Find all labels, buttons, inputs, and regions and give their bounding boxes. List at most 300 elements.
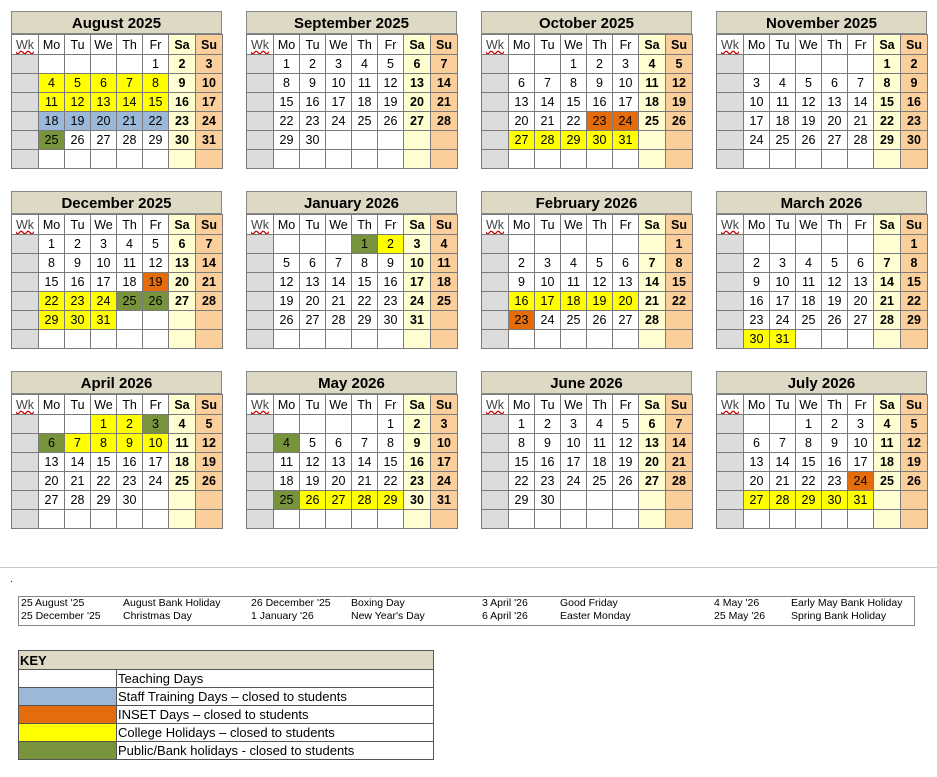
week-row [482, 93, 693, 112]
week-number-cell [482, 273, 509, 292]
divider [0, 567, 937, 568]
empty-day-cell [378, 150, 404, 169]
empty-day-cell [744, 235, 770, 254]
week-row [12, 150, 223, 169]
key-label-college: College Holidays – closed to students [117, 724, 434, 742]
day-cell: 18 [874, 453, 901, 472]
day-cell: 11 [561, 273, 587, 292]
day-cell: 23 [535, 472, 561, 491]
day-header: Su [431, 215, 458, 235]
week-number-cell [12, 254, 39, 273]
day-cell: 31 [404, 311, 431, 330]
day-cell: 23 [378, 292, 404, 311]
day-header: Su [196, 215, 223, 235]
day-cell: 21 [639, 292, 666, 311]
day-cell: 19 [300, 472, 326, 491]
day-cell: 16 [404, 453, 431, 472]
empty-day-cell [431, 510, 458, 529]
day-cell: 14 [326, 273, 352, 292]
day-cell: 7 [666, 415, 693, 434]
day-cell: 8 [378, 434, 404, 453]
day-cell: 16 [744, 292, 770, 311]
day-cell: 27 [848, 311, 874, 330]
day-cell: 16 [169, 93, 196, 112]
day-cell: 31 [196, 131, 223, 150]
day-cell: 24 [848, 472, 874, 491]
day-header: Th [117, 35, 143, 55]
day-cell: 3 [404, 235, 431, 254]
day-cell: 4 [796, 254, 822, 273]
day-cell: 9 [901, 74, 928, 93]
week-number-cell [247, 112, 274, 131]
day-cell: 18 [39, 112, 65, 131]
day-header: Sa [874, 215, 901, 235]
empty-day-cell [587, 150, 613, 169]
day-header: Tu [770, 215, 796, 235]
empty-day-cell [431, 311, 458, 330]
day-cell: 8 [91, 434, 117, 453]
day-header: We [326, 215, 352, 235]
week-row [247, 150, 458, 169]
day-cell: 25 [639, 112, 666, 131]
day-cell: 10 [143, 434, 169, 453]
week-number-cell [717, 311, 744, 330]
day-cell: 25 [874, 472, 901, 491]
day-header: Th [352, 395, 378, 415]
day-cell: 4 [274, 434, 300, 453]
empty-day-cell [744, 510, 770, 529]
week-row [482, 510, 693, 529]
day-cell: 20 [613, 292, 639, 311]
day-header: Sa [874, 395, 901, 415]
day-cell: 14 [770, 453, 796, 472]
empty-day-cell [143, 330, 169, 349]
day-cell: 29 [91, 491, 117, 510]
empty-day-cell [509, 510, 535, 529]
day-header: Mo [274, 35, 300, 55]
day-cell: 12 [143, 254, 169, 273]
day-header: Tu [535, 35, 561, 55]
week-row [12, 235, 223, 254]
day-header: Mo [744, 35, 770, 55]
week-row [12, 254, 223, 273]
empty-day-cell [822, 150, 848, 169]
day-cell: 20 [91, 112, 117, 131]
day-cell: 5 [274, 254, 300, 273]
day-header: Tu [300, 395, 326, 415]
day-cell: 12 [666, 74, 693, 93]
key-row-inset [19, 706, 434, 724]
day-cell: 30 [587, 131, 613, 150]
day-cell: 1 [274, 55, 300, 74]
day-cell: 17 [143, 453, 169, 472]
day-cell: 19 [274, 292, 300, 311]
day-cell: 1 [91, 415, 117, 434]
week-header: Wk [247, 35, 274, 55]
day-cell: 2 [300, 55, 326, 74]
day-cell: 26 [378, 112, 404, 131]
day-cell: 6 [300, 254, 326, 273]
week-header: Wk [482, 35, 509, 55]
week-number-cell [482, 150, 509, 169]
day-cell: 18 [770, 112, 796, 131]
week-row [717, 472, 928, 491]
day-cell: 28 [535, 131, 561, 150]
day-cell: 20 [639, 453, 666, 472]
day-cell: 16 [535, 453, 561, 472]
day-cell: 19 [196, 453, 223, 472]
day-cell: 22 [274, 112, 300, 131]
day-cell: 4 [39, 74, 65, 93]
empty-day-cell [613, 330, 639, 349]
week-number-cell [717, 330, 744, 349]
day-cell: 29 [561, 131, 587, 150]
empty-day-cell [91, 510, 117, 529]
day-cell: 6 [744, 434, 770, 453]
day-header: Sa [169, 215, 196, 235]
day-cell: 21 [352, 472, 378, 491]
day-cell: 13 [509, 93, 535, 112]
week-header: Wk [717, 35, 744, 55]
day-header: Fr [848, 215, 874, 235]
day-cell: 4 [587, 415, 613, 434]
day-cell: 7 [874, 254, 901, 273]
empty-day-cell [65, 330, 91, 349]
day-header: Mo [509, 395, 535, 415]
week-number-cell [12, 131, 39, 150]
week-row [247, 74, 458, 93]
day-cell: 23 [117, 472, 143, 491]
day-cell: 30 [822, 491, 848, 510]
empty-day-cell [404, 131, 431, 150]
day-cell: 25 [587, 472, 613, 491]
day-cell: 11 [169, 434, 196, 453]
day-cell: 31 [431, 491, 458, 510]
day-cell: 25 [796, 311, 822, 330]
week-number-cell [12, 472, 39, 491]
week-number-cell [482, 131, 509, 150]
bank-holiday-name: Christmas Day [123, 610, 192, 622]
day-cell: 8 [561, 74, 587, 93]
day-cell: 18 [431, 273, 458, 292]
week-number-cell [482, 491, 509, 510]
day-cell: 19 [587, 292, 613, 311]
week-number-cell [12, 235, 39, 254]
month-calendar [716, 371, 927, 529]
week-row [12, 415, 223, 434]
day-header: Th [587, 395, 613, 415]
week-number-cell [482, 55, 509, 74]
day-cell: 23 [822, 472, 848, 491]
week-row [717, 112, 928, 131]
week-number-cell [717, 292, 744, 311]
week-row [482, 491, 693, 510]
day-cell: 3 [848, 415, 874, 434]
empty-day-cell [117, 510, 143, 529]
week-number-cell [717, 510, 744, 529]
week-row [482, 292, 693, 311]
empty-day-cell [378, 330, 404, 349]
day-cell: 16 [378, 273, 404, 292]
week-row [12, 311, 223, 330]
day-cell: 18 [117, 273, 143, 292]
day-cell: 21 [117, 112, 143, 131]
day-header: Tu [535, 215, 561, 235]
month-title: February 2026 [481, 191, 692, 214]
week-row [482, 273, 693, 292]
day-cell: 17 [744, 112, 770, 131]
day-cell: 10 [770, 273, 796, 292]
empty-day-cell [874, 491, 901, 510]
day-cell: 24 [535, 311, 561, 330]
day-cell: 26 [796, 131, 822, 150]
empty-day-cell [561, 330, 587, 349]
empty-day-cell [431, 131, 458, 150]
day-cell: 5 [666, 55, 693, 74]
day-cell: 13 [404, 74, 431, 93]
day-cell: 8 [874, 74, 901, 93]
day-cell: 8 [39, 254, 65, 273]
day-header: Mo [509, 35, 535, 55]
day-cell: 20 [509, 112, 535, 131]
day-cell: 28 [352, 491, 378, 510]
week-row [247, 510, 458, 529]
empty-day-cell [117, 330, 143, 349]
day-header: Mo [744, 395, 770, 415]
week-row [247, 330, 458, 349]
day-cell: 17 [326, 93, 352, 112]
empty-day-cell [744, 415, 770, 434]
day-header: Sa [639, 395, 666, 415]
week-number-cell [247, 292, 274, 311]
week-number-cell [247, 235, 274, 254]
week-header: Wk [247, 215, 274, 235]
empty-day-cell [404, 150, 431, 169]
week-number-cell [482, 330, 509, 349]
bank-holiday-date: 4 May '26 [714, 597, 760, 609]
day-cell: 20 [326, 472, 352, 491]
week-row [247, 434, 458, 453]
week-number-cell [482, 112, 509, 131]
day-cell: 8 [901, 254, 928, 273]
empty-day-cell [561, 150, 587, 169]
week-number-cell [482, 472, 509, 491]
day-cell: 9 [378, 254, 404, 273]
day-cell: 26 [822, 311, 848, 330]
week-number-cell [12, 112, 39, 131]
day-cell: 27 [326, 491, 352, 510]
week-row [482, 330, 693, 349]
day-cell: 2 [901, 55, 928, 74]
week-number-cell [482, 453, 509, 472]
day-cell: 5 [822, 254, 848, 273]
empty-day-cell [274, 235, 300, 254]
day-header: Tu [300, 215, 326, 235]
day-cell: 7 [770, 434, 796, 453]
empty-day-cell [326, 131, 352, 150]
day-cell: 1 [874, 55, 901, 74]
day-cell: 10 [744, 93, 770, 112]
day-cell: 24 [91, 292, 117, 311]
day-header: Th [117, 215, 143, 235]
week-row [12, 74, 223, 93]
empty-day-cell [39, 55, 65, 74]
empty-day-cell [431, 150, 458, 169]
empty-day-cell [822, 235, 848, 254]
empty-day-cell [326, 330, 352, 349]
day-cell: 27 [639, 472, 666, 491]
empty-day-cell [196, 491, 223, 510]
day-header: Sa [639, 35, 666, 55]
day-cell: 15 [509, 453, 535, 472]
day-header: Fr [143, 35, 169, 55]
day-cell: 21 [431, 93, 458, 112]
empty-day-cell [274, 415, 300, 434]
week-number-cell [247, 93, 274, 112]
week-number-cell [12, 434, 39, 453]
empty-day-cell [587, 235, 613, 254]
day-cell: 4 [117, 235, 143, 254]
day-header: Sa [404, 215, 431, 235]
day-cell: 1 [561, 55, 587, 74]
day-cell: 28 [431, 112, 458, 131]
day-header: Mo [744, 215, 770, 235]
day-cell: 27 [39, 491, 65, 510]
key-title: KEY [19, 651, 434, 670]
day-cell: 8 [509, 434, 535, 453]
empty-day-cell [613, 491, 639, 510]
day-cell: 20 [404, 93, 431, 112]
day-header: We [326, 35, 352, 55]
day-cell: 2 [378, 235, 404, 254]
day-cell: 12 [196, 434, 223, 453]
day-cell: 10 [326, 74, 352, 93]
week-row [482, 415, 693, 434]
empty-day-cell [65, 55, 91, 74]
day-cell: 14 [65, 453, 91, 472]
key-label-bank: Public/Bank holidays - closed to students [117, 742, 434, 760]
day-cell: 2 [169, 55, 196, 74]
week-row [12, 330, 223, 349]
day-header: Fr [848, 395, 874, 415]
empty-day-cell [639, 150, 666, 169]
day-cell: 13 [326, 453, 352, 472]
day-cell: 22 [143, 112, 169, 131]
day-cell: 30 [378, 311, 404, 330]
day-header: Tu [65, 395, 91, 415]
day-cell: 4 [352, 55, 378, 74]
day-cell: 17 [770, 292, 796, 311]
day-header: Fr [378, 395, 404, 415]
day-header: Mo [39, 395, 65, 415]
empty-day-cell [91, 330, 117, 349]
day-cell: 23 [169, 112, 196, 131]
day-cell: 9 [587, 74, 613, 93]
day-cell: 31 [91, 311, 117, 330]
day-header: Sa [404, 395, 431, 415]
key-swatch-bank [19, 742, 117, 760]
day-cell: 28 [117, 131, 143, 150]
week-header: Wk [482, 395, 509, 415]
day-cell: 20 [744, 472, 770, 491]
day-cell: 21 [196, 273, 223, 292]
empty-day-cell [300, 330, 326, 349]
day-cell: 9 [509, 273, 535, 292]
key-row-staff [19, 688, 434, 706]
week-row [717, 415, 928, 434]
week-number-cell [717, 93, 744, 112]
bank-holiday-name: Spring Bank Holiday [791, 610, 887, 622]
day-cell: 6 [613, 254, 639, 273]
day-cell: 25 [39, 131, 65, 150]
week-number-cell [717, 74, 744, 93]
week-number-cell [247, 150, 274, 169]
empty-day-cell [509, 55, 535, 74]
day-cell: 3 [561, 415, 587, 434]
day-header: Sa [169, 395, 196, 415]
day-cell: 7 [196, 235, 223, 254]
week-row [717, 131, 928, 150]
week-number-cell [482, 510, 509, 529]
day-header: Mo [274, 395, 300, 415]
day-cell: 18 [169, 453, 196, 472]
week-row [247, 55, 458, 74]
month-title: August 2025 [11, 11, 222, 34]
week-row [247, 415, 458, 434]
day-cell: 13 [91, 93, 117, 112]
day-cell: 19 [143, 273, 169, 292]
day-cell: 15 [39, 273, 65, 292]
week-row [247, 491, 458, 510]
bank-holiday-date: 25 May '26 [714, 610, 766, 622]
month-title: June 2026 [481, 371, 692, 394]
day-cell: 28 [65, 491, 91, 510]
day-cell: 25 [431, 292, 458, 311]
day-cell: 14 [431, 74, 458, 93]
week-number-cell [717, 491, 744, 510]
week-row [717, 330, 928, 349]
day-cell: 15 [901, 273, 928, 292]
month-calendar [11, 11, 222, 169]
day-cell: 12 [378, 74, 404, 93]
day-header: Su [901, 35, 928, 55]
day-cell: 9 [404, 434, 431, 453]
day-cell: 18 [796, 292, 822, 311]
day-cell: 14 [639, 273, 666, 292]
day-cell: 5 [143, 235, 169, 254]
week-number-cell [482, 93, 509, 112]
empty-day-cell [901, 510, 928, 529]
empty-day-cell [874, 510, 901, 529]
day-cell: 25 [561, 311, 587, 330]
day-cell: 25 [117, 292, 143, 311]
empty-day-cell [901, 491, 928, 510]
day-cell: 24 [196, 112, 223, 131]
day-cell: 29 [901, 311, 928, 330]
day-cell: 6 [169, 235, 196, 254]
day-cell: 12 [65, 93, 91, 112]
empty-day-cell [770, 150, 796, 169]
day-cell: 17 [535, 292, 561, 311]
day-cell: 1 [143, 55, 169, 74]
day-cell: 20 [848, 292, 874, 311]
day-cell: 5 [300, 434, 326, 453]
day-cell: 26 [196, 472, 223, 491]
day-cell: 1 [39, 235, 65, 254]
empty-day-cell [274, 150, 300, 169]
day-cell: 23 [300, 112, 326, 131]
empty-day-cell [352, 150, 378, 169]
